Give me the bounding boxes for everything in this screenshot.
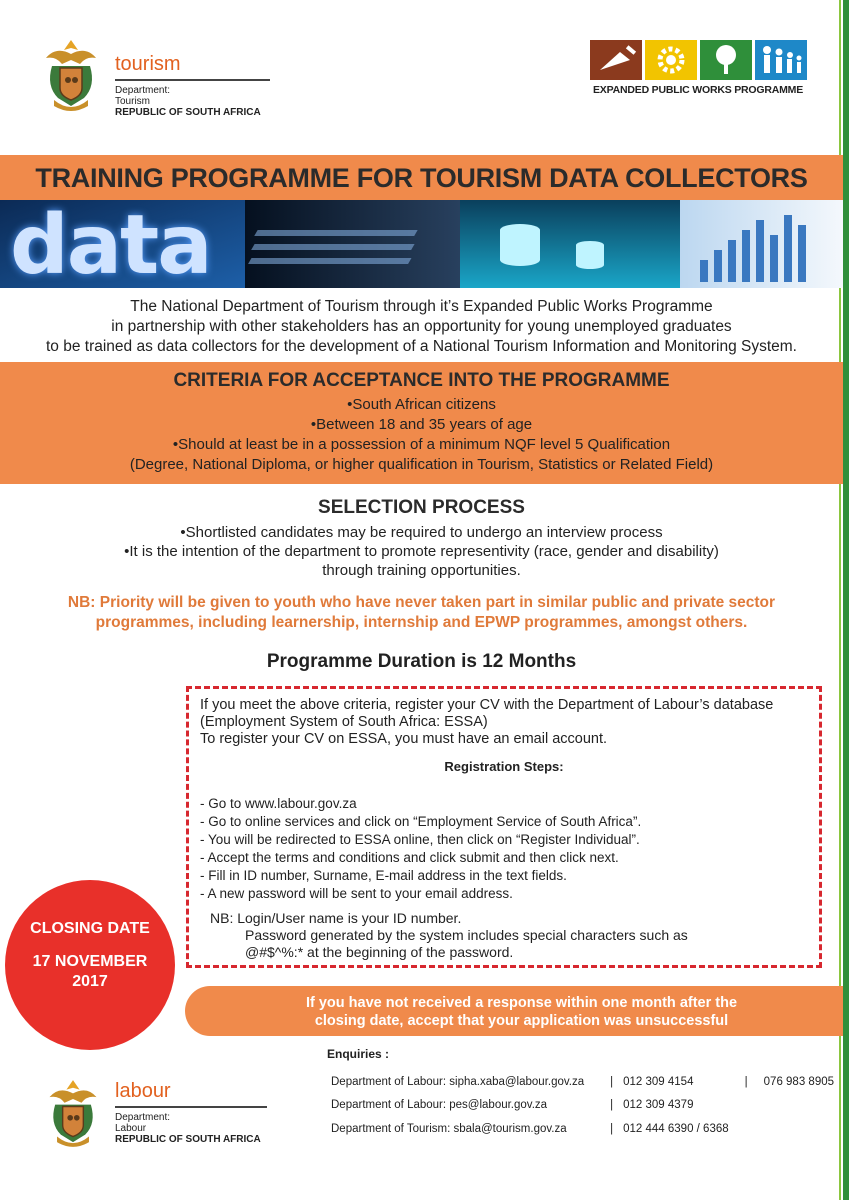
epwp-logo <box>590 40 807 80</box>
registration-intro-line: (Employment System of South Africa: ESSA) <box>200 714 488 730</box>
tourism-dept-line1: Department: <box>115 85 171 96</box>
criteria-item: •South African citizens <box>347 396 496 413</box>
tourism-dept-line2: Tourism <box>115 96 151 107</box>
registration-step: - Go to online services and click on “Employment Service of South Africa”. <box>200 814 642 829</box>
selection-title: SELECTION PROCESS <box>318 497 525 518</box>
enquiry-phone: 012 309 4379 <box>623 1099 694 1112</box>
registration-steps <box>200 795 820 903</box>
registration-step: - Go to www.labour.gov.za <box>200 796 357 811</box>
enquiry-separator: | <box>610 1099 614 1112</box>
enquiry-phone: 076 983 8905 <box>763 1075 835 1088</box>
epwp-family-icon <box>755 40 807 80</box>
enquiry-contact: Department of Tourism: sbala@tourism.gov.za <box>331 1122 567 1135</box>
intro-line: to be trained as data collectors for the development of a National Tourism Information and Monitoring System. <box>45 338 797 355</box>
tourism-dept-rsa: REPUBLIC OF SOUTH AFRICA <box>115 107 261 118</box>
login-note-line: NB: Login/User name is your ID number. <box>210 910 462 926</box>
enquiry-phone <box>764 1117 834 1141</box>
response-note-line: If you have not received a response within one month after the <box>305 995 738 1011</box>
enquiry-phone <box>764 1094 834 1118</box>
banner-data-word: data <box>10 198 211 293</box>
intro-line: The National Department of Tourism through it’s Expanded Public Works Programme <box>130 298 713 315</box>
selection-item: •Shortlisted candidates may be required to undergo an interview process <box>180 524 663 541</box>
criteria-item: •Between 18 and 35 years of age <box>310 416 533 433</box>
labour-dept-name: labour <box>115 1080 171 1102</box>
epwp-gear-icon <box>645 40 697 80</box>
labour-department-logo <box>115 1080 267 1145</box>
closing-date-year: 2017 <box>72 973 108 990</box>
page-title: TRAINING PROGRAMME FOR TOURISM DATA COLLECTORS <box>35 163 808 193</box>
enquiry-separator <box>729 1094 764 1118</box>
criteria-list <box>0 395 843 475</box>
epwp-trowel-icon <box>590 40 642 80</box>
labour-dept-line1: Department: <box>115 1112 171 1123</box>
registration-intro-line: To register your CV on ESSA, you must have an email account. <box>200 731 608 747</box>
response-note-line: closing date, accept that your application was unsuccessful <box>314 1013 729 1029</box>
priority-note-line: programmes, including learnership, internship and EPWP programmes, amongst others. <box>95 614 748 631</box>
registration-step: - A new password will be sent to your email address. <box>200 886 513 901</box>
enquiries-title: Enquiries : <box>327 1047 390 1061</box>
registration-intro-line: If you meet the above criteria, register your CV with the Department of Labour’s database <box>200 697 774 713</box>
response-note <box>200 994 843 1030</box>
registration-step: - Accept the terms and conditions and click submit and then click next. <box>200 850 619 865</box>
enquiry-row <box>331 1117 834 1141</box>
enquiry-phone: 012 309 4154 <box>623 1075 694 1088</box>
page-edge-green-rule <box>843 0 849 1200</box>
registration-step: - You will be redirected to ESSA online, then click on “Register Individual”. <box>200 832 640 847</box>
password-note-line: @#$^%:* at the beginning of the password. <box>245 944 514 960</box>
labour-dept-rsa: REPUBLIC OF SOUTH AFRICA <box>115 1134 261 1145</box>
enquiry-phone: 012 444 6390 / 6368 <box>623 1122 729 1135</box>
criteria-title: CRITERIA FOR ACCEPTANCE INTO THE PROGRAMME <box>173 370 670 391</box>
epwp-label: EXPANDED PUBLIC WORKS PROGRAMME <box>592 84 804 96</box>
login-note <box>210 910 810 961</box>
closing-date-day: 17 NOVEMBER <box>32 953 148 970</box>
selection-list <box>0 523 843 580</box>
enquiry-contact: Department of Labour: pes@labour.gov.za <box>331 1099 548 1112</box>
priority-note <box>0 593 843 633</box>
tourism-department-logo <box>115 53 270 118</box>
closing-date-text <box>5 919 175 992</box>
intro-paragraph <box>0 297 843 357</box>
priority-note-line: NB: Priority will be given to youth who have never taken part in similar public and private sector <box>67 594 776 611</box>
registration-steps-title: Registration Steps: <box>444 759 564 774</box>
enquiry-separator: | <box>610 1122 614 1135</box>
enquiry-separator: | <box>744 1075 748 1088</box>
coat-of-arms-icon <box>42 1076 104 1152</box>
selection-item: •It is the intention of the department to promote representivity (race, gender and disability) <box>124 543 719 560</box>
coat-of-arms-icon <box>38 36 104 116</box>
registration-step: - Fill in ID number, Surname, E-mail address in the text fields. <box>200 868 567 883</box>
criteria-item: (Degree, National Diploma, or higher qualification in Tourism, Statistics or Related Field) <box>129 456 714 473</box>
password-note-line: Password generated by the system includes special characters such as <box>245 927 688 943</box>
labour-dept-line2: Labour <box>115 1123 147 1134</box>
criteria-item: •Should at least be in a possession of a minimum NQF level 5 Qualification <box>172 436 671 453</box>
selection-item: through training opportunities. <box>322 562 521 579</box>
enquiry-contact: Department of Labour: sipha.xaba@labour.gov.za <box>331 1075 585 1088</box>
closing-date-label: CLOSING DATE <box>30 920 150 937</box>
enquiry-row <box>331 1094 834 1118</box>
epwp-tree-icon <box>700 40 752 80</box>
tourism-dept-name: tourism <box>115 53 181 75</box>
intro-line: in partnership with other stakeholders has an opportunity for young unemployed graduates <box>111 318 732 335</box>
enquiry-separator: | <box>610 1075 614 1088</box>
registration-intro <box>200 697 825 748</box>
enquiry-row <box>331 1070 834 1094</box>
programme-duration: Programme Duration is 12 Months <box>266 651 577 672</box>
enquiry-separator <box>729 1117 764 1141</box>
enquiries-table <box>331 1070 834 1141</box>
